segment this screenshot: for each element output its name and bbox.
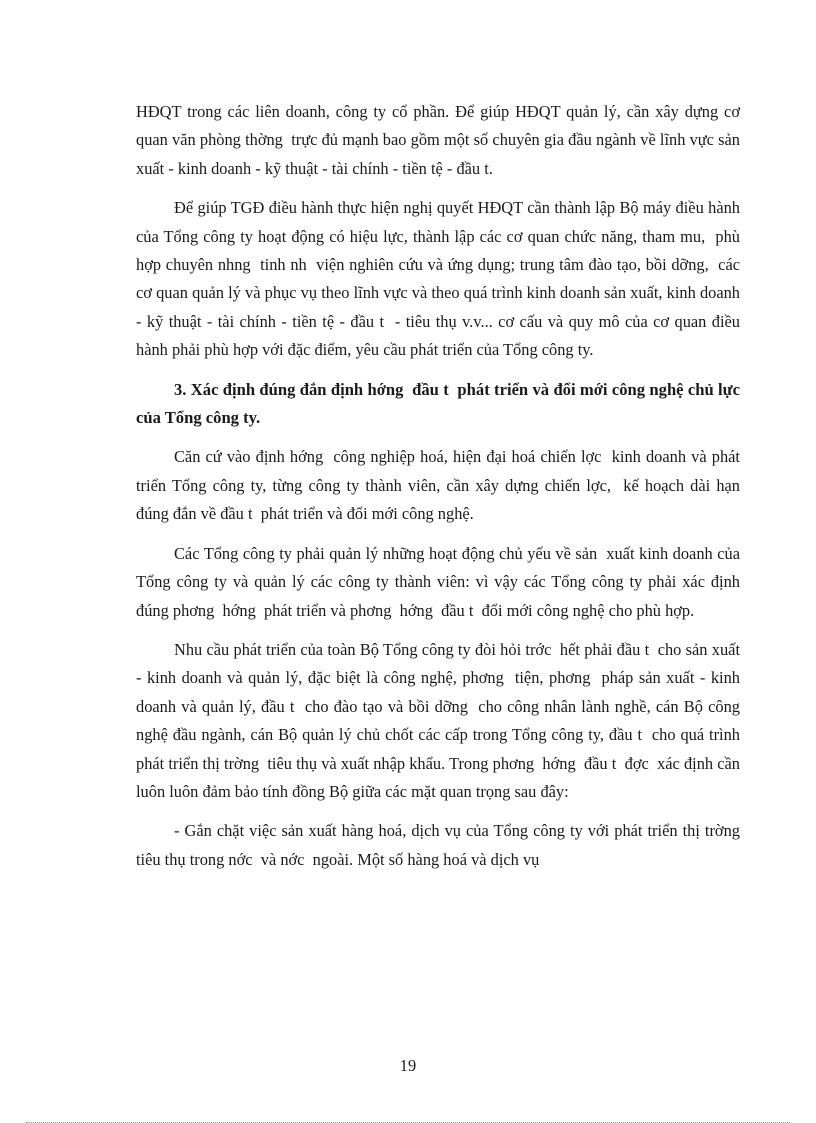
- paragraph-5: Nhu cầu phát triển của toàn Bộ Tổng công ty đòi hỏi trớc hết phải đầu t cho sản xuất - kinh doanh và quản lý, đặc biệt là công nghệ, phơng tiện, phơng pháp sản xuất - kinh doanh và quản lý, đầu t cho đào tạo và bồi dỡng cho công nhân lành nghề, cán Bộ công nghệ đầu ngành, cán Bộ quản lý chủ chốt các cấp trong Tổng công ty, đầu t cho quá trình phát triển thị trờng tiêu thụ và xuất nhập khẩu. Trong phơng hớng đầu t đợc xác định cần luôn luôn đảm bảo tính đồng Bộ giữa các mặt quan trọng sau đây:: [136, 639, 745, 801]
- paragraph-6: - Gắn chặt việc sản xuất hàng hoá, dịch vụ của Tổng công ty với phát triển thị trờng tiêu thụ trong nớc và nớc ngoài. Một số hàng hoá và dịch vụ: [136, 821, 749, 869]
- page-number: 19: [399, 1056, 417, 1075]
- document-page: [136, 98, 749, 885]
- paragraph-1: HĐQT trong các liên doanh, công ty cổ phần. Để giúp HĐQT quản lý, cần xây dựng cơ quan văn phòng thờng trực đủ mạnh bao gồm một số chuyên gia đầu ngành về lĩnh vực sản xuất - kinh doanh - kỹ thuật - tài chính - tiền tệ - đầu t.: [136, 102, 745, 178]
- paragraph-2: Để giúp TGĐ điều hành thực hiện nghị quyết HĐQT cần thành lập Bộ máy điều hành của Tổng công ty hoạt động có hiệu lực, thành lập các cơ quan chức năng, tham mu, phù hợp chuyên nhng tinh nh viện nghiên cứu và ứng dụng; trung tâm đào tạo, bồi dỡng, các cơ quan quản lý và phục vụ theo lĩnh vực và theo quá trình kinh doanh sản xuất, kinh doanh - kỹ thuật - tài chính - tiền tệ - đầu t - tiêu thụ v.v... cơ cấu và quy mô của cơ quan điều hành phải phù hợp với đặc điểm, yêu cầu phát triển của Tổng công ty.: [136, 198, 745, 360]
- paragraph-4: Các Tổng công ty phải quản lý những hoạt động chủ yếu về sản xuất kinh doanh của Tổng công ty và quản lý các công ty thành viên: vì vậy các Tổng công ty phải xác định đúng phơng hớng phát triển và phơng hớng đầu t đổi mới công nghệ cho phù hợp.: [136, 543, 745, 620]
- section-heading: 3. Xác định đúng đắn định hớng đầu t phát triển và đổi mới công nghệ chủ lực của Tổng công ty.: [136, 379, 745, 428]
- paragraph-3: Căn cứ vào định hớng công nghiệp hoá, hiện đại hoá chiến lợc kinh doanh và phát triển Tổng công ty, từng công ty thành viên, cần xây dựng chiến lợc, kế hoạch dài hạn đúng đắn về đầu t phát triển và đổi mới công nghệ.: [136, 447, 745, 524]
